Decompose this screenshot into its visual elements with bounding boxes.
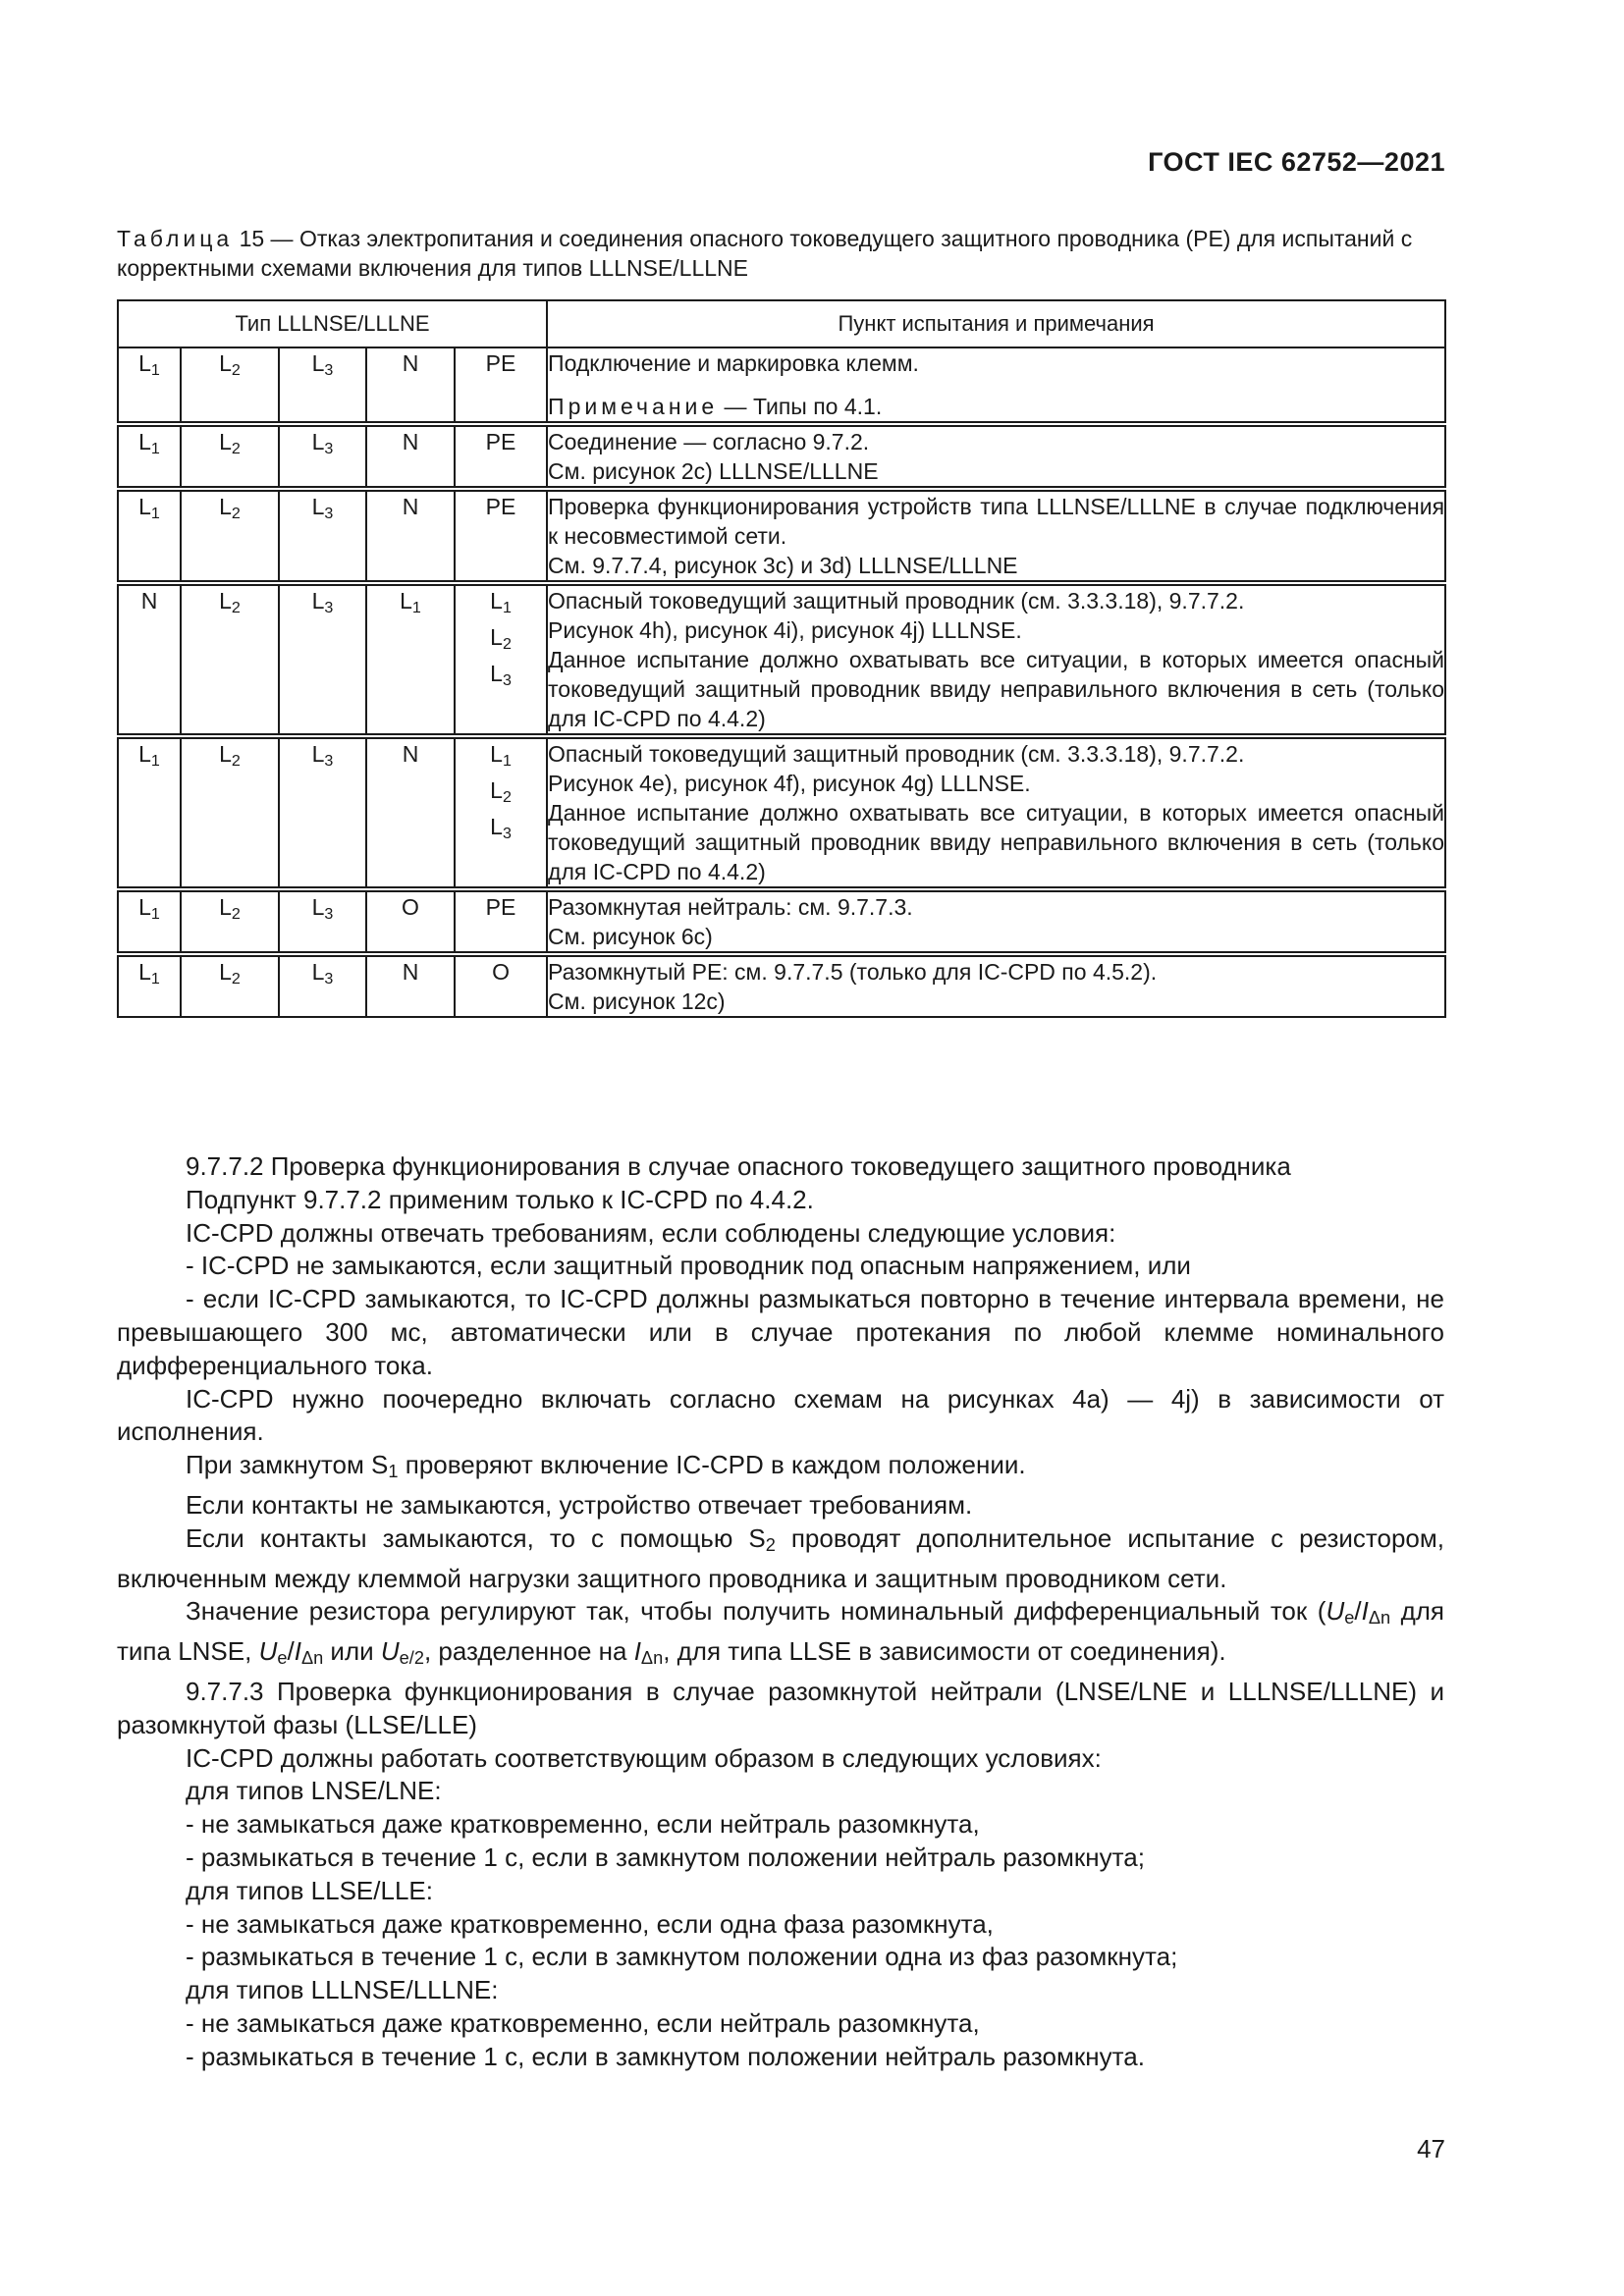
phase-cell (366, 891, 455, 952)
notes-line: Опасный токоведущий защитный проводник (см. 3.3.3.18), 9.7.7.2. (548, 588, 1245, 614)
phase-label: $L_3$ (311, 959, 334, 988)
paragraph: Значение резистора регулируют так, чтобы получить номинальный дифференциальный ток ($U_e/I_{\Delta n}$ для типа LNSE, $U_e/I_{\Delta n}$ или $U_{e/2}$, разделенное на $I_{\Delta n}$, для типа LLSE в зависимости от соединения). (117, 1596, 1444, 1669)
phase-cell (366, 585, 455, 734)
list-item: - не замыкаться даже кратковременно, если нейтраль разомкнута, (186, 1809, 980, 1840)
notes-line: См. 9.7.7.4, рисунок 3c) и 3d) LLLNSE/LLLNE (548, 553, 1018, 578)
phase-cell (181, 426, 279, 487)
phase-cell (366, 956, 455, 1017)
phase-label: $L_2$ (219, 741, 241, 770)
phase-label: $L_1$ (490, 588, 512, 616)
phase-cell (118, 956, 181, 1017)
notes-line: Данное испытание должно охватывать все ситуации, в которых имеется опасный токоведущий защитный проводник ввиду неправильного включения в сеть (только для IC-CPD по 4.4.2) (548, 647, 1445, 731)
phase-cell (279, 956, 366, 1017)
phase-cell (181, 585, 279, 734)
phase-cell (118, 738, 181, 887)
phase-label: $L_1$ (138, 894, 160, 923)
phase-cell (181, 347, 279, 422)
table-row (118, 347, 1445, 422)
phase-label: $L_3$ (490, 814, 512, 842)
notes-cell (547, 347, 1445, 422)
list-item: - не замыкаться даже кратковременно, если одна фаза разомкнута, (186, 1908, 994, 1939)
phase-cell (181, 491, 279, 581)
notes-cell (547, 891, 1445, 952)
notes-line: Соединение — согласно 9.7.2. (548, 429, 870, 454)
phase-label: N (402, 494, 419, 519)
table-row (118, 891, 1445, 952)
phase-label: PE (485, 350, 516, 376)
phase-cell (279, 347, 366, 422)
phase-label: PE (485, 429, 516, 454)
list-heading: для типов LLLNSE/LLLNE: (186, 1975, 499, 2005)
phase-cell (118, 891, 181, 952)
phase-label: $L_1$ (138, 429, 160, 457)
phase-label: O (492, 959, 510, 985)
phase-cell (366, 491, 455, 581)
phase-label: $L_1$ (138, 350, 160, 379)
list-item: - IC-CPD не замыкаются, если защитный проводник под опасным напряжением, или (186, 1251, 1191, 1281)
phase-label: N (402, 429, 419, 454)
table-header-row (118, 300, 1445, 347)
page-number: 47 (1417, 2134, 1445, 2163)
phase-label: $L_2$ (490, 624, 512, 653)
paragraph: IC-CPD должны отвечать требованиям, если соблюдены следующие условия: (186, 1217, 1116, 1248)
phase-label: N (402, 350, 419, 376)
list-item: - если IC-CPD замыкаются, то IC-CPD должны размыкаться повторно в течение интервала времени, не превышающего 300 мс, автоматически или в случае протекания по любой клемме номинального дифференциального тока. (117, 1284, 1444, 1380)
phase-cell (279, 585, 366, 734)
phase-label: N (140, 588, 158, 614)
phase-cell (181, 891, 279, 952)
phase-cell (279, 891, 366, 952)
phase-cell (279, 738, 366, 887)
notes-line: Разомкнутая нейтраль: см. 9.7.7.3. (548, 894, 913, 920)
phase-label: $L_1$ (138, 741, 160, 770)
notes-cell (547, 738, 1445, 887)
notes-line: Рисунок 4e), рисунок 4f), рисунок 4g) LLLNSE. (548, 771, 1031, 796)
notes-cell (547, 491, 1445, 581)
header-type: Тип LLLNSE/LLLNE (118, 300, 547, 347)
phase-label: $L_1$ (138, 494, 160, 522)
body-text (117, 1150, 1444, 2074)
notes-cell (547, 426, 1445, 487)
paragraph: Подпункт 9.7.7.2 применим только к IC-CPD по 4.4.2. (186, 1184, 814, 1214)
list-heading: для типов LNSE/LNE: (186, 1776, 442, 1806)
notes-line: Подключение и маркировка клемм. (548, 350, 919, 376)
table-caption-text: 15 — Отказ электропитания и соединения опасного токоведущего защитного проводника (PE) для испытаний с корректными схемами включения для типов LLLNSE/LLLNE (117, 226, 1413, 281)
table-15 (117, 299, 1446, 1018)
list-heading: для типов LLSE/LLE: (186, 1875, 433, 1905)
table-row (118, 426, 1445, 487)
phase-label: $L_3$ (311, 741, 334, 770)
table-row (118, 491, 1445, 581)
list-item: - размыкаться в течение 1 с, если в замкнутом положении одна из фаз разомкнута; (186, 1942, 1178, 1972)
phase-cell (455, 347, 547, 422)
phase-cell (455, 738, 547, 887)
phase-label: PE (485, 494, 516, 519)
phase-label: $L_1$ (400, 588, 421, 616)
notes-line: Разомкнутый PE: см. 9.7.7.5 (только для IC-CPD по 4.5.2). (548, 959, 1158, 985)
phase-cell (455, 585, 547, 734)
phase-label: O (402, 894, 419, 920)
phase-label: $L_2$ (219, 429, 241, 457)
header-notes: Пункт испытания и примечания (547, 300, 1445, 347)
phase-label: $L_2$ (219, 494, 241, 522)
phase-label: $L_1$ (138, 959, 160, 988)
notes-cell (547, 585, 1445, 734)
table-row (118, 585, 1445, 734)
phase-label: PE (485, 894, 516, 920)
phase-cell (181, 738, 279, 887)
paragraph: IC-CPD нужно поочередно включать согласно схемам на рисунках 4a) — 4j) в зависимости от исполнения. (117, 1383, 1444, 1447)
phase-label: N (402, 959, 419, 985)
notes-cell (547, 956, 1445, 1017)
phase-label: N (402, 741, 419, 767)
clause-9-7-7-2-title: 9.7.7.2 Проверка функционирования в случае опасного токоведущего защитного проводника (186, 1151, 1291, 1181)
phase-label: $L_3$ (311, 894, 334, 923)
phase-cell (118, 347, 181, 422)
phase-label: $L_2$ (490, 777, 512, 806)
phase-label: $L_1$ (490, 741, 512, 770)
phase-cell (455, 491, 547, 581)
phase-cell (118, 585, 181, 734)
phase-label: $L_3$ (311, 494, 334, 522)
phase-cell (455, 891, 547, 952)
table-row (118, 738, 1445, 887)
list-item: - не замыкаться даже кратковременно, если нейтраль разомкнута, (186, 2007, 980, 2038)
list-item: - размыкаться в течение 1 с, если в замкнутом положении нейтраль разомкнута. (186, 2041, 1145, 2071)
paragraph: При замкнутом $S_1$ проверяют включение IC-CPD в каждом положении. (186, 1450, 1026, 1482)
table-row (118, 956, 1445, 1017)
notes-line: См. рисунок 2c) LLLNSE/LLLNE (548, 458, 879, 484)
phase-label: $L_3$ (311, 588, 334, 616)
paragraph: IC-CPD должны работать соответствующим образом в следующих условиях: (186, 1742, 1102, 1773)
phase-cell (366, 426, 455, 487)
notes-line: Данное испытание должно охватывать все ситуации, в которых имеется опасный токоведущий защитный проводник ввиду неправильного включения в сеть (только для IC-CPD по 4.4.2) (548, 800, 1445, 884)
phase-label: $L_2$ (219, 894, 241, 923)
notes-line: Опасный токоведущий защитный проводник (см. 3.3.3.18), 9.7.7.2. (548, 741, 1245, 767)
clause-9-7-7-3-title: 9.7.7.3 Проверка функционирования в случае разомкнутой нейтрали (LNSE/LNE и LLLNSE/LLLNE) и разомкнутой фазы (LLSE/LLE) (117, 1676, 1444, 1739)
phase-cell (181, 956, 279, 1017)
phase-cell (366, 738, 455, 887)
table-body (118, 347, 1445, 1017)
phase-cell (455, 956, 547, 1017)
phase-label: $L_3$ (490, 661, 512, 689)
standard-header: ГОСТ IEC 62752—2021 (1148, 147, 1445, 177)
paragraph: Если контакты не замыкаются, устройство отвечает требованиям. (186, 1489, 973, 1520)
notes-line: Проверка функционирования устройств типа LLLNSE/LLLNE в случае подключения к несовместимой сети. (548, 494, 1445, 549)
phase-label: $L_2$ (219, 588, 241, 616)
phase-cell (455, 426, 547, 487)
phase-label: $L_3$ (311, 429, 334, 457)
table-caption (117, 224, 1444, 283)
phase-cell (118, 426, 181, 487)
notes-line: Рисунок 4h), рисунок 4i), рисунок 4j) LLLNSE. (548, 617, 1022, 643)
notes-line: См. рисунок 6c) (548, 924, 713, 949)
phase-cell (279, 426, 366, 487)
table-note: Примечание — Типы по 4.1. (548, 394, 883, 419)
notes-line: См. рисунок 12c) (548, 988, 726, 1014)
phase-cell (118, 491, 181, 581)
phase-cell (279, 491, 366, 581)
phase-label: $L_2$ (219, 350, 241, 379)
phase-label: $L_2$ (219, 959, 241, 988)
list-item: - размыкаться в течение 1 с, если в замкнутом положении нейтраль разомкнута; (186, 1842, 1145, 1872)
table-caption-label: Таблица (117, 226, 234, 251)
paragraph: Если контакты замыкаются, то с помощью $S_2$ проводят дополнительное испытание с резистором, включенным между клеммой нагрузки защитного проводника и защитным проводником сети. (117, 1522, 1444, 1593)
phase-cell (366, 347, 455, 422)
phase-label: $L_3$ (311, 350, 334, 379)
